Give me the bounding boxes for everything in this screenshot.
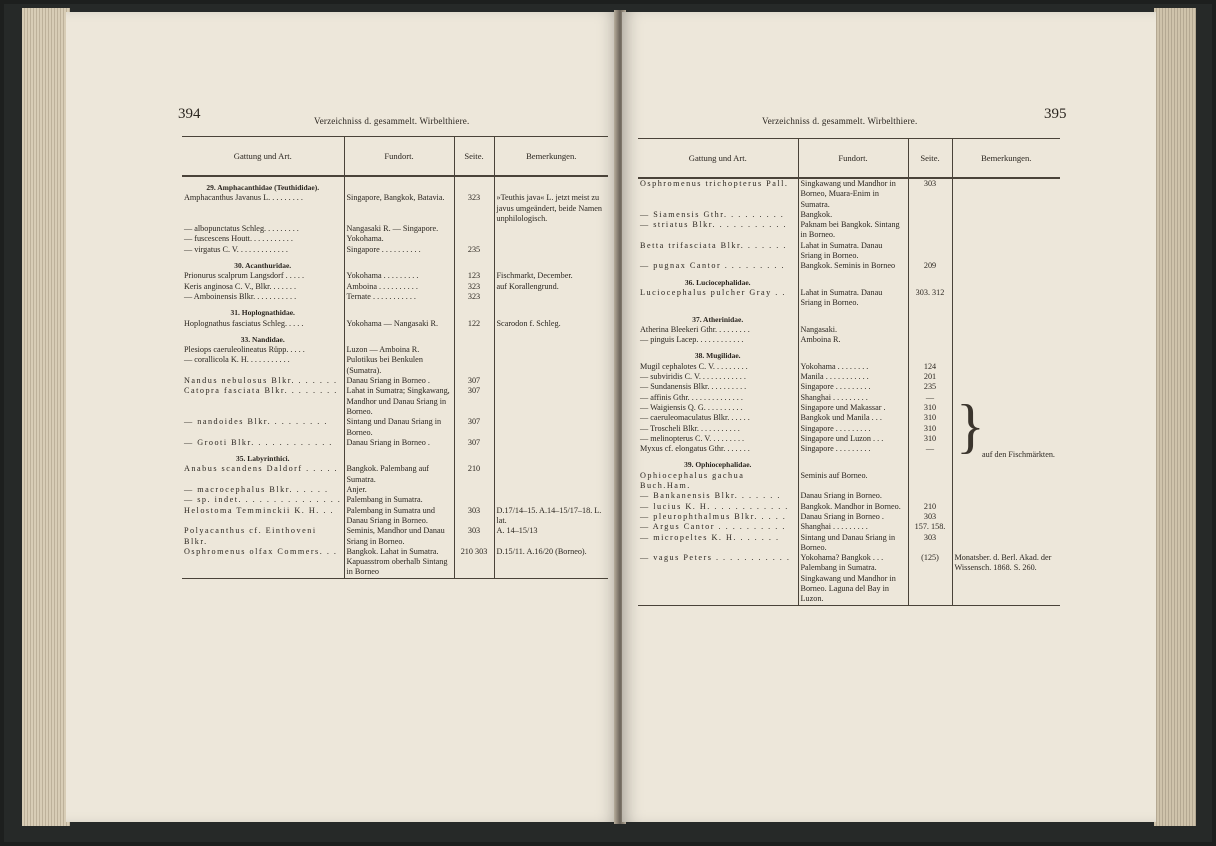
species-cell: Nandus nebulosus Blkr. . . . . . . <box>184 376 338 386</box>
remarks-cell <box>952 512 1060 522</box>
table-row <box>182 438 608 448</box>
page-cell <box>908 335 952 345</box>
locality-cell: Bangkok. Lahat in Sumatra. Kapuasstrom oberhalb Sintang in Borneo <box>344 547 454 578</box>
family-heading-row <box>182 448 608 464</box>
page-edges-left <box>22 8 70 826</box>
table-row <box>182 234 608 244</box>
page-cell <box>454 485 494 495</box>
locality-cell: Lahat in Sumatra; Singkawang, Mandhor und Danau Sriang in Borneo. <box>344 386 454 417</box>
remarks-cell <box>952 325 1060 335</box>
species-cell: — macrocephalus Blkr. . . . . . <box>184 485 329 495</box>
table-row <box>182 282 608 292</box>
remarks-cell <box>494 345 608 355</box>
locality-cell: Pulotikus bei Benkulen (Sumatra). <box>344 355 454 376</box>
family-heading-row <box>182 255 608 271</box>
page-cell: 235 <box>908 382 952 392</box>
page-cell: 201 <box>908 372 952 382</box>
species-cell: — Siamensis Gthr. . . . . . . . . <box>640 209 785 219</box>
species-cell: — Argus Cantor . . . . . . . . . . <box>640 522 786 532</box>
locality-cell: Singapore und Makassar . <box>798 403 908 413</box>
remarks-cell: Scarodon f. Schleg. <box>494 319 608 329</box>
remarks-cell: A. 14–15/13 <box>494 526 608 547</box>
table-row <box>638 471 1060 492</box>
empty-cell <box>344 329 454 345</box>
table-row <box>638 533 1060 554</box>
species-cell: Ophiocephalus gachua Buch.Ham. <box>640 470 745 491</box>
remarks-cell <box>952 502 1060 512</box>
page-number: 394 <box>178 106 201 122</box>
family-heading: 29. Amphacanthidae (Teuthididae). <box>206 183 320 192</box>
locality-cell: Palembang in Sumatra und Danau Sriang in Borneo. <box>344 506 454 527</box>
locality-cell: Manila . . . . . . . . . . . <box>798 372 908 382</box>
col-header-remarks: Bemerkungen. <box>952 139 1060 179</box>
locality-cell: Singapore und Luzon . . . <box>798 434 908 444</box>
page-cell: 209 <box>908 261 952 271</box>
empty-cell <box>494 302 608 318</box>
page-cell: — <box>908 444 952 454</box>
table-row <box>638 512 1060 522</box>
species-cell: Mugil cephalotes C. V. . . . . . . . . <box>640 361 748 371</box>
page-cell <box>908 210 952 220</box>
page-cell: 323 <box>454 282 494 292</box>
locality-cell: Lahat in Sumatra. Danau Sriang in Borneo. <box>798 241 908 262</box>
table-row <box>638 413 1060 423</box>
remarks-cell: Monatsber. d. Berl. Akad. der Wissensch. 1868. S. 260. <box>952 553 1060 605</box>
page-cell: 123 <box>454 271 494 281</box>
page-cell: 210 <box>454 464 494 485</box>
species-cell: — Bankanensis Blkr. . . . . . . <box>640 491 781 501</box>
locality-cell: Anjer. <box>344 485 454 495</box>
species-table <box>182 136 608 579</box>
table-row <box>182 547 608 578</box>
col-header-remarks: Bemerkungen. <box>494 137 608 177</box>
table-row <box>182 485 608 495</box>
family-heading-row <box>638 272 1060 288</box>
table-row <box>638 288 1060 309</box>
remarks-cell <box>494 485 608 495</box>
family-heading-row <box>182 176 608 193</box>
remarks-cell: D.17/14–15. A.14–15/17–18. L. lat. <box>494 506 608 527</box>
family-heading: 38. Mugilidae. <box>694 351 741 361</box>
remarks-cell <box>952 335 1060 345</box>
species-cell: Keris anginosa C. V., Blkr. . . . . . . <box>184 281 297 291</box>
page-cell <box>908 471 952 492</box>
table-row <box>182 319 608 329</box>
locality-cell: Bangkok. Palembang auf Sumatra. <box>344 464 454 485</box>
remarks-cell <box>494 224 608 234</box>
table-row <box>182 495 608 505</box>
table-row <box>182 386 608 417</box>
remarks-cell <box>952 491 1060 501</box>
col-header-genus: Gattung und Art. <box>638 139 798 179</box>
species-cell: — lucius K. H. . . . . . . . . . . . <box>640 501 789 511</box>
remarks-cell: »Teuthis java« L. jetzt meist zu javus umgeändert, beide Namen unphilologisch. <box>494 193 608 224</box>
species-cell: — fuscescens Houtt. . . . . . . . . . . <box>184 234 293 244</box>
species-cell: — Sundanensis Blkr. . . . . . . . . . <box>640 382 747 392</box>
table-row <box>638 261 1060 271</box>
table-row <box>638 553 1060 605</box>
remarks-cell <box>952 522 1060 532</box>
table-row <box>638 372 1060 382</box>
empty-cell <box>908 309 952 325</box>
remarks-cell <box>494 417 608 438</box>
remarks-cell <box>952 261 1060 271</box>
species-cell: — pleurophthalmus Blkr. . . . . <box>640 511 787 521</box>
table-row <box>638 362 1060 372</box>
remarks-cell <box>952 372 1060 382</box>
page-cell <box>454 224 494 234</box>
species-cell: Hoplognathus fasciatus Schleg. . . . . <box>184 318 304 328</box>
col-header-locality: Fundort. <box>344 137 454 177</box>
page-cell: 310 <box>908 403 952 413</box>
right-page <box>622 12 1156 822</box>
page-cell: 210 <box>908 502 952 512</box>
remarks-cell <box>494 245 608 255</box>
family-heading: 37. Atherinidae. <box>692 314 744 324</box>
locality-cell: Singapore . . . . . . . . . <box>798 424 908 434</box>
species-cell: — melinopterus C. V. . . . . . . . . <box>640 433 745 443</box>
table-row <box>638 502 1060 512</box>
species-cell: — sp. indet. . . . . . . . . . . . . . . <box>184 495 342 505</box>
family-heading: 33. Nandidae. <box>240 334 285 344</box>
bracket-note: auf den Fischmärkten. <box>982 450 1055 459</box>
species-cell: Catopra fasciata Blkr. . . . . . . . <box>184 386 338 396</box>
table-row <box>182 224 608 234</box>
species-cell: Prionurus scalprum Langsdorf . . . . . <box>184 271 305 281</box>
species-cell: Luciocephalus pulcher Gray . . <box>640 287 786 297</box>
empty-cell <box>454 448 494 464</box>
table-row <box>638 241 1060 262</box>
col-header-page: Seite. <box>908 139 952 179</box>
species-cell: — Waigiensis Q. G. . . . . . . . . . <box>640 402 743 412</box>
remarks-cell <box>494 386 608 417</box>
page-cell <box>454 345 494 355</box>
empty-cell <box>908 345 952 361</box>
page-cell <box>454 355 494 376</box>
locality-cell: Bangkok. Seminis in Borneo <box>798 261 908 271</box>
left-page <box>66 12 618 822</box>
empty-cell <box>494 448 608 464</box>
table-row <box>638 382 1060 392</box>
species-cell: Polyacanthus cf. Einthoveni Blkr. <box>184 526 317 546</box>
table-row <box>638 210 1060 220</box>
species-cell: — nandoides Blkr. . . . . . . . . <box>184 417 328 427</box>
empty-cell <box>798 454 908 470</box>
page-cell: 307 <box>454 386 494 417</box>
family-heading: 35. Labyrinthici. <box>235 454 290 464</box>
remarks-cell <box>952 382 1060 392</box>
remarks-cell <box>952 241 1060 262</box>
species-cell: Betta trifasciata Blkr. . . . . . . <box>640 240 787 250</box>
empty-cell <box>344 255 454 271</box>
page-cell: (125) <box>908 553 952 605</box>
table-row <box>182 526 608 547</box>
table-row <box>638 220 1060 241</box>
locality-cell: Seminis auf Borneo. <box>798 471 908 492</box>
species-table <box>638 138 1060 606</box>
locality-cell: Singapore . . . . . . . . . <box>798 444 908 454</box>
remarks-cell <box>952 362 1060 372</box>
table-row <box>638 178 1060 210</box>
page-cell: 303 <box>908 533 952 554</box>
species-cell: — corallicola K. H. . . . . . . . . . . <box>184 355 290 365</box>
locality-cell: Bangkok. Mandhor in Borneo. <box>798 502 908 512</box>
page-cell: 235 <box>454 245 494 255</box>
remarks-cell <box>494 438 608 448</box>
locality-cell: Singapore, Bangkok, Batavia. <box>344 193 454 224</box>
table-row <box>638 434 1060 444</box>
species-cell: — Troscheli Blkr. . . . . . . . . . . <box>640 423 740 433</box>
empty-cell <box>798 345 908 361</box>
locality-cell: Danau Sriang in Borneo . <box>344 438 454 448</box>
table-row <box>182 271 608 281</box>
page-cell: 310 <box>908 434 952 444</box>
locality-cell: Yokohama? Bangkok . . . Palembang in Sumatra. Singkawang und Mandhor in Borneo. Laguna del Bay in Luzon. <box>798 553 908 605</box>
remarks-cell: Fischmarkt, December. <box>494 271 608 281</box>
empty-cell <box>454 176 494 193</box>
table-row <box>638 491 1060 501</box>
family-heading: 30. Acanthuridae. <box>234 261 292 271</box>
remarks-cell <box>952 288 1060 309</box>
table-row <box>638 393 1060 403</box>
empty-cell <box>798 309 908 325</box>
species-cell: Osphromenus trichopterus Pall. <box>640 179 789 188</box>
empty-cell <box>908 272 952 288</box>
locality-cell: Paknam bei Bangkok. Sintang in Borneo. <box>798 220 908 241</box>
table-row <box>638 424 1060 434</box>
empty-cell <box>952 345 1060 361</box>
remarks-cell <box>952 178 1060 210</box>
running-head: Verzeichniss d. gesammelt. Wirbelthiere. <box>762 116 918 126</box>
col-header-page: Seite. <box>454 137 494 177</box>
empty-cell <box>798 272 908 288</box>
species-cell: Helostoma Temminckii K. H. . . <box>184 505 335 515</box>
page-cell: 303 <box>454 526 494 547</box>
locality-cell: Seminis, Mandhor und Danau Sriang in Borneo. <box>344 526 454 547</box>
locality-cell: Yokohama. <box>344 234 454 244</box>
table-row <box>182 417 608 438</box>
page-cell <box>908 491 952 501</box>
locality-cell: Palembang in Sumatra. <box>344 495 454 505</box>
locality-cell: Sintang und Danau Sriang in Borneo. <box>798 533 908 554</box>
col-header-genus: Gattung und Art. <box>182 137 344 177</box>
remarks-cell <box>952 210 1060 220</box>
locality-cell: Danau Sriang in Borneo. <box>798 491 908 501</box>
locality-cell: Danau Sriang in Borneo . <box>798 512 908 522</box>
table-row <box>182 376 608 386</box>
remarks-cell: auf Korallengrund. <box>494 282 608 292</box>
family-heading: 39. Ophiocephalidae. <box>684 460 752 470</box>
locality-cell: Singapore . . . . . . . . . <box>798 382 908 392</box>
page-cell <box>908 220 952 241</box>
brace-bracket: } <box>956 393 985 459</box>
species-cell: Anabus scandens Daldorf . . . . . <box>184 464 339 474</box>
species-cell: — striatus Blkr. . . . . . . . . . . <box>640 220 788 230</box>
page-cell: 210 303 <box>454 547 494 578</box>
family-heading-row <box>182 329 608 345</box>
locality-cell: Sintang und Danau Sriang in Borneo. <box>344 417 454 438</box>
remarks-cell <box>952 533 1060 554</box>
family-heading-row <box>182 302 608 318</box>
empty-cell <box>494 176 608 193</box>
locality-cell: Bangkok. <box>798 210 908 220</box>
family-heading-row <box>638 345 1060 361</box>
locality-cell: Shanghai . . . . . . . . . <box>798 393 908 403</box>
empty-cell <box>952 309 1060 325</box>
page-cell: 303. 312 <box>908 288 952 309</box>
locality-cell: Nangasaki. <box>798 325 908 335</box>
species-cell: — affinis Gthr. . . . . . . . . . . . . . <box>640 392 743 402</box>
locality-cell: Ternate . . . . . . . . . . . <box>344 292 454 302</box>
empty-cell <box>344 176 454 193</box>
remarks-cell <box>494 464 608 485</box>
page-cell: 303 <box>908 178 952 210</box>
page-cell: 310 <box>908 424 952 434</box>
species-cell: — albopunctatus Schleg. . . . . . . . . <box>184 224 299 234</box>
page-cell: 307 <box>454 376 494 386</box>
locality-cell: Yokohama . . . . . . . . <box>798 362 908 372</box>
species-cell: — subviridis C. V. . . . . . . . . . . . <box>640 372 746 382</box>
remarks-cell <box>494 376 608 386</box>
page-cell: 323 <box>454 193 494 224</box>
empty-cell <box>454 255 494 271</box>
species-cell: Osphromenus olfax Commers. . . <box>184 546 338 556</box>
empty-cell <box>952 272 1060 288</box>
remarks-cell <box>494 355 608 376</box>
locality-cell: Bangkok und Manila . . . <box>798 413 908 423</box>
page-cell: 124 <box>908 362 952 372</box>
species-cell: — pugnax Cantor . . . . . . . . . <box>640 261 786 271</box>
species-cell: — Grooti Blkr. . . . . . . . . . . . <box>184 437 333 447</box>
family-heading: 36. Luciocephalidae. <box>684 277 751 287</box>
table-row <box>182 193 608 224</box>
locality-cell: Amboina R. <box>798 335 908 345</box>
species-cell: Myxus cf. elongatus Gthr. . . . . . . <box>640 444 750 454</box>
species-cell: Amphacanthus Javanus L. . . . . . . . . <box>184 193 303 203</box>
locality-cell: Luzon — Amboina R. <box>344 345 454 355</box>
locality-cell: Singkawang und Mandhor in Borneo, Muara-Enim in Sumatra. <box>798 178 908 210</box>
table-row <box>638 335 1060 345</box>
empty-cell <box>344 302 454 318</box>
species-cell: — Amboinensis Blkr. . . . . . . . . . . <box>184 291 297 301</box>
page-cell: 303 <box>908 512 952 522</box>
remarks-cell <box>494 292 608 302</box>
page-cell: 303 <box>454 506 494 527</box>
remarks-cell <box>952 220 1060 241</box>
locality-cell: Shanghai . . . . . . . . . <box>798 522 908 532</box>
remarks-cell: D.15/11. A.16/20 (Borneo). <box>494 547 608 578</box>
remarks-cell <box>494 495 608 505</box>
family-heading: 31. Hoplognathidae. <box>230 308 295 318</box>
locality-cell: Yokohama — Nangasaki R. <box>344 319 454 329</box>
empty-cell <box>454 329 494 345</box>
species-cell: — pinguis Lacep. . . . . . . . . . . . <box>640 335 744 345</box>
table-row <box>182 506 608 527</box>
table-row <box>182 355 608 376</box>
page-cell: 323 <box>454 292 494 302</box>
locality-cell: Nangasaki R. — Singapore. <box>344 224 454 234</box>
page-cell: 157. 158. <box>908 522 952 532</box>
page-cell <box>454 234 494 244</box>
species-cell: — caeruleomaculatus Blkr. . . . . . <box>640 413 750 423</box>
page-number: 395 <box>1044 106 1067 122</box>
species-cell: Plesiops caeruleolineatus Rüpp. . . . . <box>184 345 305 355</box>
family-heading-row <box>638 309 1060 325</box>
empty-cell <box>494 255 608 271</box>
page-cell <box>908 325 952 335</box>
running-head: Verzeichniss d. gesammelt. Wirbelthiere. <box>314 116 470 126</box>
page-cell: 122 <box>454 319 494 329</box>
empty-cell <box>908 454 952 470</box>
table-row <box>182 345 608 355</box>
col-header-locality: Fundort. <box>798 139 908 179</box>
page-cell <box>908 241 952 262</box>
species-cell: Atherina Bleekeri Gthr. . . . . . . . . <box>640 324 750 334</box>
table-row <box>182 464 608 485</box>
page-edges-right <box>1154 8 1196 826</box>
empty-cell <box>344 448 454 464</box>
page-cell: 310 <box>908 413 952 423</box>
table-row <box>182 245 608 255</box>
species-cell: — virgatus C. V. . . . . . . . . . . . . <box>184 244 288 254</box>
page-cell <box>454 495 494 505</box>
table-row <box>638 325 1060 335</box>
species-cell: — micropeltes K. H. . . . . . . <box>640 532 780 542</box>
table-row <box>182 292 608 302</box>
page-cell: — <box>908 393 952 403</box>
locality-cell: Yokohama . . . . . . . . . <box>344 271 454 281</box>
locality-cell: Danau Sriang in Borneo . <box>344 376 454 386</box>
table-row <box>638 522 1060 532</box>
table-row <box>638 403 1060 413</box>
remarks-cell <box>494 234 608 244</box>
empty-cell <box>454 302 494 318</box>
empty-cell <box>494 329 608 345</box>
species-cell: — vagus Peters . . . . . . . . . . . <box>640 553 791 563</box>
locality-cell: Lahat in Sumatra. Danau Sriang in Borneo. <box>798 288 908 309</box>
locality-cell: Amboina . . . . . . . . . . <box>344 282 454 292</box>
page-cell: 307 <box>454 438 494 448</box>
remarks-cell <box>952 471 1060 492</box>
page-cell: 307 <box>454 417 494 438</box>
locality-cell: Singapore . . . . . . . . . . <box>344 245 454 255</box>
